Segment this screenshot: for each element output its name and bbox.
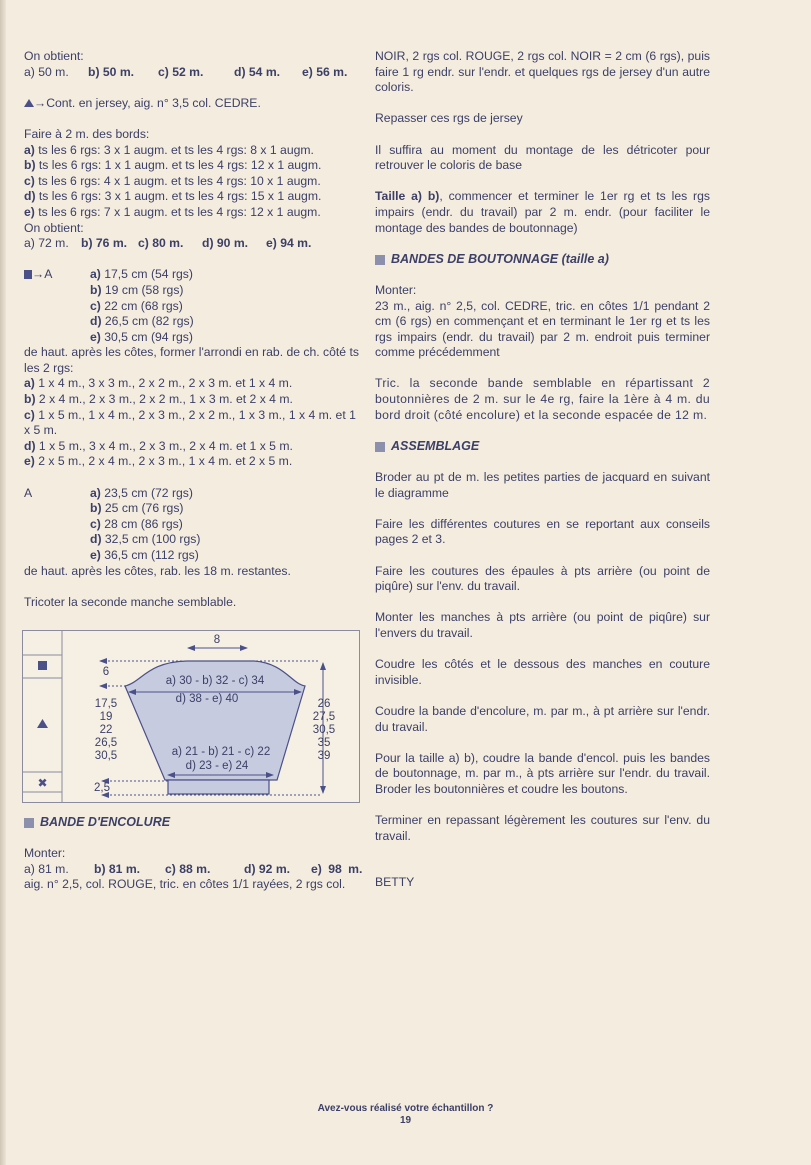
size-e: e) 98 m.	[311, 861, 363, 876]
right-column	[375, 49, 710, 891]
top-width-label: 8	[213, 634, 221, 646]
encolure-heading: BANDE D'ENCOLURE	[24, 815, 364, 831]
size-c: c) 52 m.	[158, 64, 204, 79]
cross-icon: ✖	[37, 776, 48, 790]
size-c: c) 80 m.	[138, 236, 184, 251]
height-line: e) 36,5 cm (112 rgs)	[90, 548, 199, 562]
cont-jersey-line: →Cont. en jersey, aig. n° 3,5 col. CEDRE.	[24, 96, 364, 112]
rib-band	[168, 780, 269, 794]
increase-line: d) ts les 6 rgs: 3 x 1 augm. et ts les 4 rgs: 15 x 1 augm.	[24, 189, 322, 204]
paragraph-broder: Broder au pt de m. les petites parties de jacquard en suivant le diagramme	[375, 470, 710, 500]
paragraph-seconde-bande: Tric. la seconde bande semblable en répartissant 2 boutonnières de 2 m. sur le 4e rg, faire la 1ère à 4 m. du bord droit (côté encolure) et la seconde espacée de 12 m.	[375, 376, 710, 422]
decrease-line: e) 2 x 5 m., 2 x 4 m., 2 x 3 m., 1 x 4 m. et 2 x 5 m.	[24, 454, 293, 469]
square-bullet-icon	[375, 255, 385, 265]
paragraph-noir: NOIR, 2 rgs col. ROUGE, 2 rgs col. NOIR = 2 cm (6 rgs), puis faire 1 rg endr. sur l'endr. et quelques rgs de jersey d'un autre coloris.	[375, 49, 710, 95]
size-a: a) 72 m.	[24, 236, 69, 251]
size-d: d) 90 m.	[202, 236, 249, 251]
encolure-stitch-counts	[24, 862, 364, 878]
height-line: c) 28 cm (86 rgs)	[90, 516, 183, 531]
left-height-3: 22	[99, 724, 113, 736]
size-b: b) 81 m.	[94, 861, 141, 876]
a-label: A	[24, 485, 33, 500]
increase-line: e) ts les 6 rgs: 7 x 1 augm. et ts les 4 rgs: 12 x 1 augm.	[24, 204, 321, 219]
height-line: b) 25 cm (76 rgs)	[90, 501, 184, 516]
sleeve-schematic	[22, 630, 360, 803]
height-line: e) 30,5 cm (94 rgs)	[90, 329, 193, 344]
paragraph-detricoter: Il suffira au moment du montage de les détricoter pour retrouver le coloris de base	[375, 142, 710, 173]
paragraph-coutures: Faire les différentes coutures en se reportant aux conseils pages 2 et 3.	[375, 516, 710, 547]
square-bullet-icon	[375, 442, 385, 452]
paragraph-cotes: Coudre les côtés et le dessous des manches en couture invisible.	[375, 657, 710, 687]
paragraph-taille-ab: Pour la taille a) b), coudre la bande d'encol. puis les bandes de boutonnage, m. par m., à pts arrière sur l'endr. du travail. Broder les boutonnières et coudre les boutons.	[375, 750, 710, 796]
rib-height-label: 2,5	[94, 782, 110, 794]
square-icon	[24, 270, 32, 279]
size-e: e) 94 m.	[266, 236, 312, 251]
square-icon	[38, 661, 47, 670]
monter-label: Monter:	[24, 846, 66, 861]
page-binding-edge	[0, 0, 6, 1165]
arrondi-text: de haut. après les côtes, former l'arrondi en rab. de ch. côté ts les 2 rgs:	[24, 345, 359, 375]
right-height-3: 30,5	[312, 724, 336, 736]
size-a: a) 81 m.	[24, 861, 69, 876]
paragraph-terminer: Terminer en repassant légèrement les coutures sur l'env. du travail.	[375, 813, 710, 843]
paragraph-taille: Taille a) b), commencer et terminer le 1er rg et ts les rgs impairs (endr. du travail) par 2 m. endr. (pour faciliter le montage des bandes de boutonnage)	[375, 189, 710, 235]
height-line: b) 19 cm (58 rgs)	[90, 282, 184, 297]
decrease-line: a) 1 x 4 m., 3 x 3 m., 2 x 2 m., 2 x 3 m. et 1 x 4 m.	[24, 376, 293, 391]
size-a: a) 50 m.	[24, 64, 69, 79]
assemblage-heading: ASSEMBLAGE	[375, 439, 710, 455]
height-table-1	[24, 267, 364, 345]
upper-width-label-2: d) 38 - e) 40	[175, 693, 239, 705]
increase-line: c) ts les 6 rgs: 4 x 1 augm. et ts les 4 rgs: 10 x 1 augm.	[24, 173, 321, 188]
paragraph-manches: Monter les manches à pts arrière (ou point de piqûre) sur l'envers du travail.	[375, 610, 710, 640]
boutonnage-heading: BANDES DE BOUTONNAGE (taille a)	[375, 252, 710, 268]
height-line: d) 32,5 cm (100 rgs)	[90, 532, 201, 547]
stitch-count-row-2	[24, 236, 364, 252]
decrease-list	[24, 376, 364, 470]
right-height-2: 27,5	[312, 711, 336, 723]
paragraph-repasser: Repasser ces rgs de jersey	[375, 111, 523, 126]
increase-list	[24, 143, 364, 221]
left-height-5: 30,5	[94, 750, 118, 762]
left-column	[24, 49, 364, 610]
decrease-line: b) 2 x 4 m., 2 x 3 m., 2 x 2 m., 1 x 3 m. et 2 x 4 m.	[24, 392, 293, 407]
right-height-5: 39	[317, 750, 331, 762]
footer-question: Avez-vous réalisé votre échantillon ?	[317, 1103, 494, 1114]
lower-width-label-2: d) 23 - e) 24	[185, 760, 249, 772]
size-c: c) 88 m.	[165, 861, 211, 876]
paragraph-epaules: Faire les coutures des épaules à pts arrière (ou point de piqûre) sur l'env. du travail.	[375, 563, 710, 594]
left-height-4: 26,5	[94, 737, 118, 749]
decrease-line: d) 1 x 5 m., 3 x 4 m., 2 x 3 m., 2 x 4 m. et 1 x 5 m.	[24, 438, 293, 453]
size-e: e) 56 m.	[302, 64, 348, 79]
size-d: d) 92 m.	[244, 861, 291, 876]
encolure-text: aig. n° 2,5, col. ROUGE, tric. en côtes 1/1 rayées, 2 rgs col.	[24, 877, 346, 892]
increase-line: b) ts les 6 rgs: 1 x 1 augm. et ts les 4 rgs: 12 x 1 augm.	[24, 158, 322, 173]
page-footer	[0, 1103, 811, 1127]
on-obtient-label-2: On obtient:	[24, 220, 84, 235]
right-height-1: 26	[317, 698, 331, 710]
right-height-4: 35	[317, 737, 331, 749]
size-b: b) 50 m.	[88, 64, 135, 79]
paragraph-23m: 23 m., aig. n° 2,5, col. CEDRE, tric. en côtes 1/1 pendant 2 cm (6 rgs) en commençant et en terminant le 1er rg et ts les rgs impairs (endr. du travail) par 2 m. endroit puis terminer comme précédemment	[375, 298, 710, 360]
height-table-2	[24, 486, 364, 564]
left-height-2: 19	[99, 711, 113, 723]
lower-width-label-1: a) 21 - b) 21 - c) 22	[171, 746, 271, 758]
size-d: d) 54 m.	[234, 64, 281, 79]
height-line: a) 23,5 cm (72 rgs)	[90, 485, 193, 500]
restantes-text: de haut. après les côtes, rab. les 18 m. restantes.	[24, 563, 291, 578]
decrease-line: c) 1 x 5 m., 1 x 4 m., 2 x 3 m., 2 x 2 m., 1 x 3 m., 1 x 4 m. et 1 x 5 m.	[24, 407, 356, 438]
upper-width-label-1: a) 30 - b) 32 - c) 34	[165, 675, 265, 687]
height-line: d) 26,5 cm (82 rgs)	[90, 314, 194, 329]
signature: BETTY	[375, 875, 415, 890]
stitch-count-row-1	[24, 65, 364, 81]
square-bullet-icon	[24, 818, 34, 828]
height-line: c) 22 cm (68 rgs)	[90, 298, 183, 313]
on-obtient-label: On obtient:	[24, 49, 84, 63]
size-b: b) 76 m.	[81, 236, 128, 251]
height-line: a) 17,5 cm (54 rgs)	[90, 267, 193, 282]
monter-label: Monter:	[375, 282, 417, 297]
paragraph-encolure: Coudre la bande d'encolure, m. par m., à pt arrière sur l'endr. du travail.	[375, 703, 710, 734]
triangle-icon	[24, 99, 34, 107]
cap-height-label: 6	[102, 666, 110, 678]
faire-bords-label: Faire à 2 m. des bords:	[24, 126, 150, 141]
increase-line: a) ts les 6 rgs: 3 x 1 augm. et ts les 4 rgs: 8 x 1 augm.	[24, 142, 314, 157]
square-to-a-label: →A	[24, 267, 90, 345]
encolure-section	[24, 815, 364, 893]
seconde-manche-text: Tricoter la seconde manche semblable.	[24, 594, 237, 609]
page-number: 19	[399, 1115, 412, 1126]
left-height-1: 17,5	[94, 698, 118, 710]
